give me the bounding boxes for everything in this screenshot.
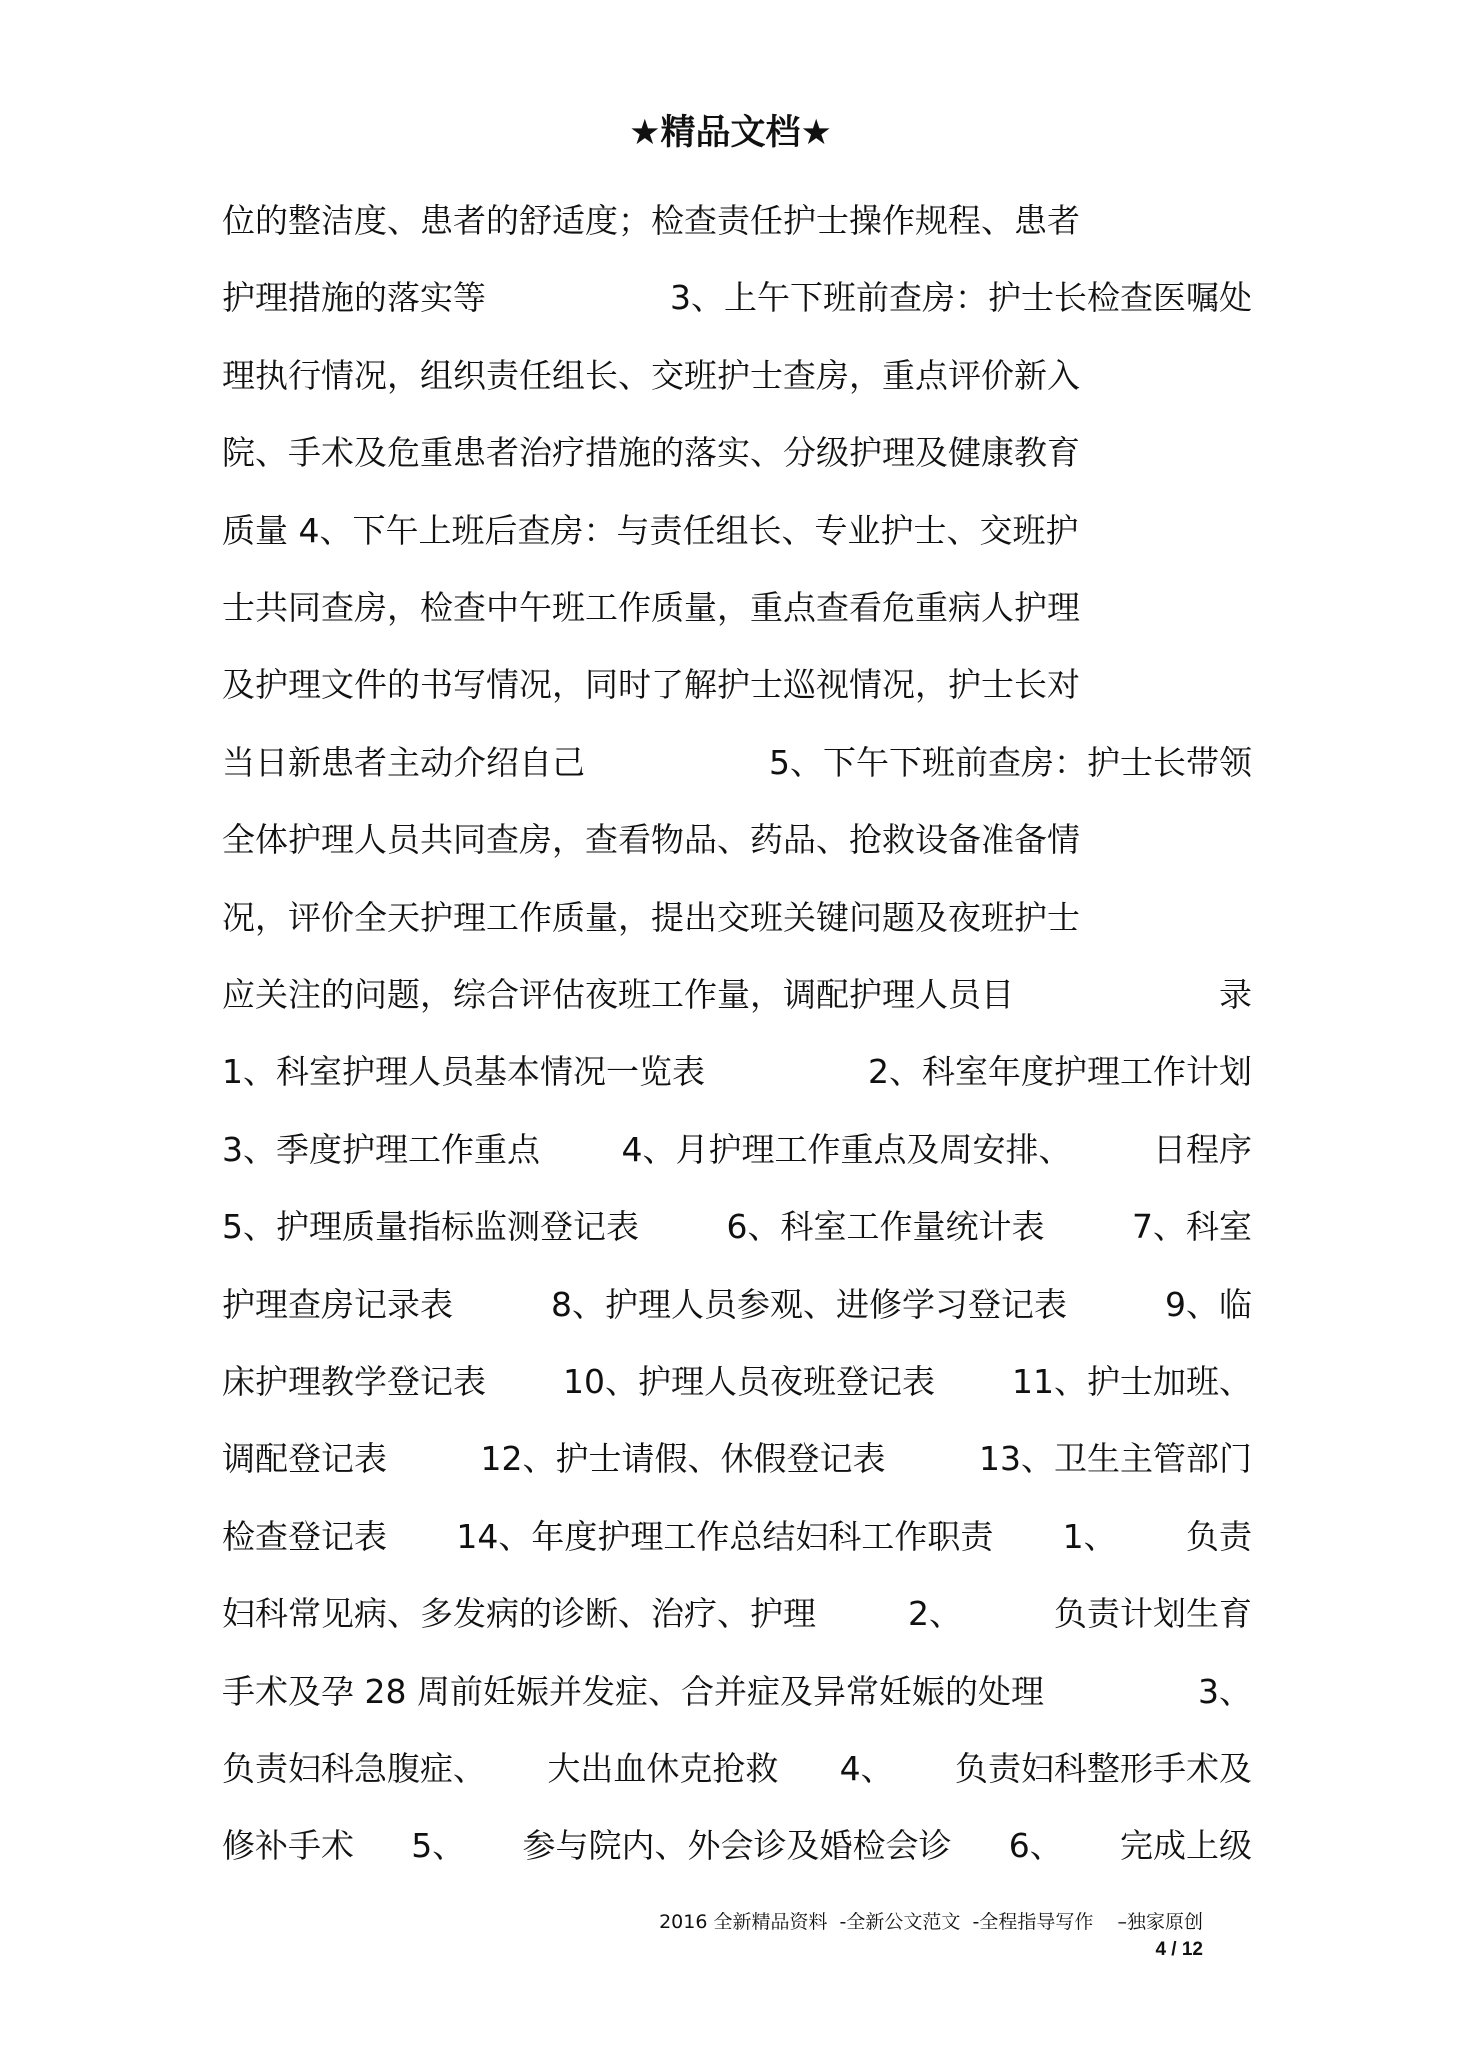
text-line [222, 503, 1252, 559]
text-line [222, 1818, 1252, 1874]
text-segment: 6、 [1008, 1826, 1063, 1865]
text-line [222, 1586, 1252, 1642]
text-segment: 负责计划生育 [1054, 1594, 1252, 1633]
text-segment: 3、上午下班前查房：护士长检查医嘱处 [670, 278, 1252, 317]
text-segment: 院、手术及危重患者治疗措施的落实、分级护理及健康教育 [222, 433, 1080, 472]
text-segment: 全体护理人员共同查房，查看物品、药品、抢救设备准备情 [222, 820, 1080, 859]
text-segment: 应关注的问题，综合评估夜班工作量，调配护理人员目 [222, 975, 1014, 1014]
text-line [222, 1199, 1252, 1255]
text-line [222, 1664, 1252, 1720]
page-header: ★精品文档★ [629, 113, 832, 153]
text-segment: 修补手术 [222, 1826, 354, 1865]
text-segment: 9、临 [1165, 1285, 1252, 1324]
text-segment: 5、下午下班前查房：护士长带领 [769, 743, 1252, 782]
text-line [222, 1354, 1252, 1410]
page-number: 4 / 12 [1155, 1939, 1203, 1960]
text-segment: 日程序 [1153, 1130, 1252, 1169]
text-line [222, 1509, 1252, 1565]
text-segment: 12、护士请假、休假登记表 [480, 1439, 886, 1478]
text-segment: 3、季度护理工作重点 [222, 1130, 540, 1169]
text-segment: 质量 4、下午上班后查房：与责任组长、专业护士、交班护 [222, 511, 1079, 550]
text-segment: 1、 [1062, 1517, 1117, 1556]
text-line [222, 425, 1252, 481]
text-segment: 况，评价全天护理工作质量，提出交班关键问题及夜班护士 [222, 898, 1080, 937]
text-line [222, 193, 1252, 249]
footer-text: 2016 全新精品资料 -全新公文范文 -全程指导写作 –独家原创 [659, 1911, 1203, 1933]
text-segment: 及护理文件的书写情况，同时了解护士巡视情况，护士长对 [222, 665, 1080, 704]
text-line [222, 270, 1252, 326]
text-segment: 8、护理人员参观、进修学习登记表 [551, 1285, 1067, 1324]
text-segment: 5、护理质量指标监测登记表 [222, 1207, 639, 1246]
text-segment: 床护理教学登记表 [222, 1362, 486, 1401]
text-segment: 1、科室护理人员基本情况一览表 [222, 1052, 705, 1091]
text-segment: 完成上级 [1120, 1826, 1252, 1865]
text-line [222, 967, 1252, 1023]
text-segment: 14、年度护理工作总结妇科工作职责 [456, 1517, 994, 1556]
text-segment: 负责妇科急腹症、 [222, 1749, 486, 1788]
text-segment: 负责 [1185, 1517, 1252, 1556]
text-segment: 参与院内、外会诊及婚检会诊 [522, 1826, 952, 1865]
text-segment: 11、护士加班、 [1012, 1362, 1252, 1401]
text-line [222, 812, 1252, 868]
text-segment: 录 [1219, 975, 1252, 1014]
text-segment: 检查登记表 [222, 1517, 387, 1556]
text-line [222, 890, 1252, 946]
text-segment: 负责妇科整形手术及 [954, 1749, 1252, 1788]
text-line [222, 1122, 1252, 1178]
text-line [222, 1277, 1252, 1333]
text-segment: 调配登记表 [222, 1439, 387, 1478]
text-segment: 妇科常见病、多发病的诊断、治疗、护理 [222, 1594, 816, 1633]
text-segment: 护理查房记录表 [222, 1285, 453, 1324]
text-line [222, 348, 1252, 404]
text-segment: 当日新患者主动介绍自己 [222, 743, 585, 782]
text-segment: 2、科室年度护理工作计划 [868, 1052, 1252, 1091]
text-segment: 手术及孕 28 周前妊娠并发症、合并症及异常妊娠的处理 [222, 1672, 1044, 1711]
text-segment: 大出血休克抢救 [547, 1749, 779, 1788]
text-segment: 理执行情况，组织责任组长、交班护士查房，重点评价新入 [222, 356, 1080, 395]
text-line [222, 1741, 1252, 1797]
text-segment: 士共同查房，检查中午班工作质量，重点查看危重病人护理 [222, 588, 1080, 627]
text-segment: 4、 [839, 1749, 894, 1788]
text-segment: 4、月护理工作重点及周安排、 [621, 1130, 1072, 1169]
text-segment: 6、科室工作量统计表 [726, 1207, 1045, 1246]
text-segment: 13、卫生主管部门 [979, 1439, 1252, 1478]
text-line [222, 1431, 1252, 1487]
text-segment: 7、科室 [1132, 1207, 1252, 1246]
text-segment: 3、 [1198, 1672, 1252, 1711]
text-segment: 2、 [908, 1594, 962, 1633]
text-line [222, 735, 1252, 791]
text-segment: 护理措施的落实等 [222, 278, 486, 317]
text-line [222, 657, 1252, 713]
text-segment: 5、 [411, 1826, 466, 1865]
text-segment: 10、护理人员夜班登记表 [563, 1362, 935, 1401]
text-line [222, 580, 1252, 636]
text-line [222, 1044, 1252, 1100]
text-segment: 位的整洁度、患者的舒适度；检查责任护士操作规程、患者 [222, 201, 1080, 240]
